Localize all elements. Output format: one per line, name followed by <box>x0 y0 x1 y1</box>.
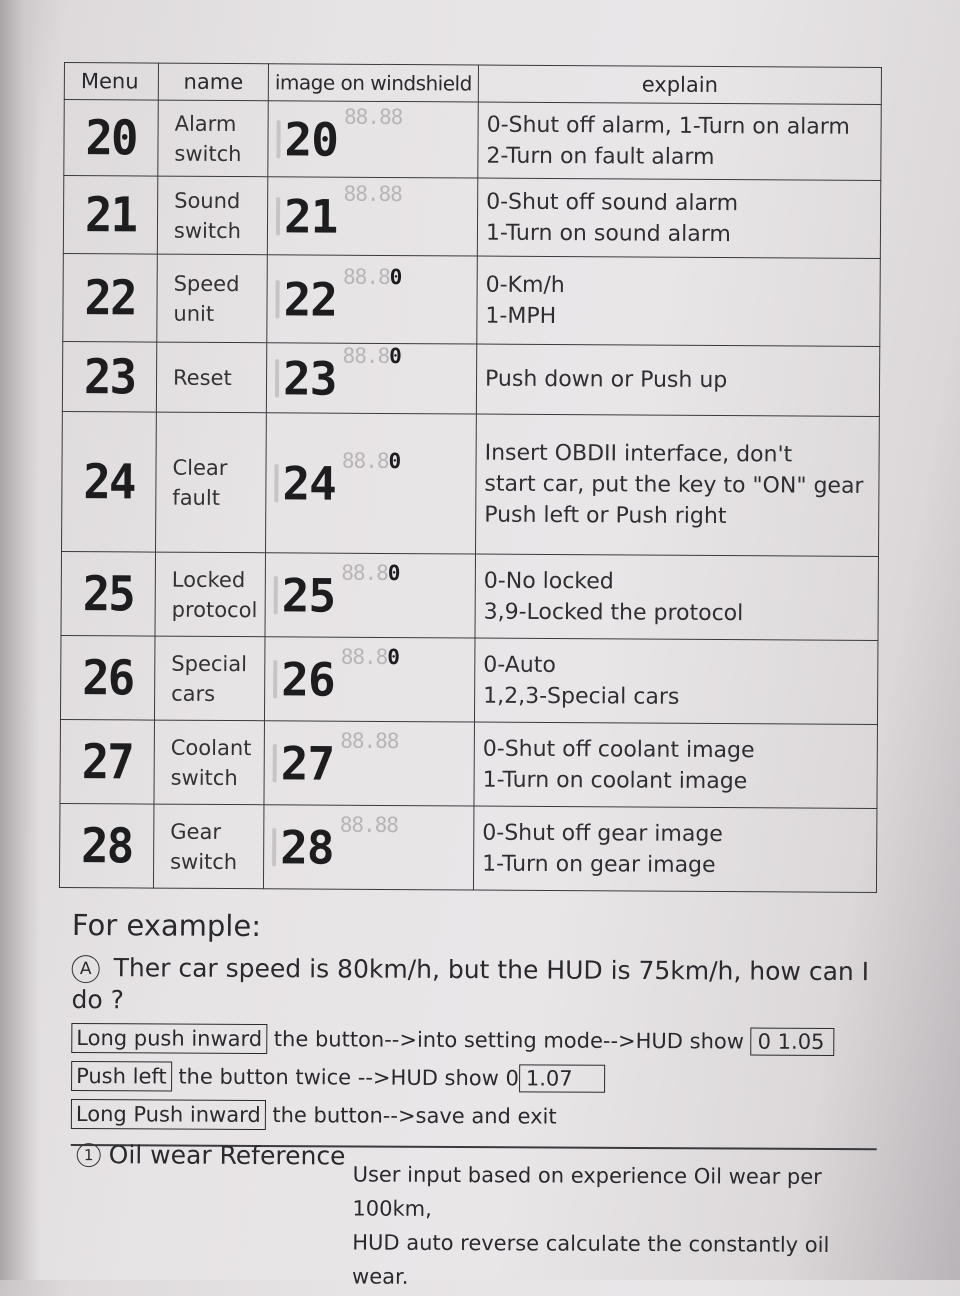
setting-name-line-1: Sound <box>174 185 266 216</box>
setting-name-cell <box>158 100 268 177</box>
table-row <box>60 635 877 724</box>
windshield-value-digit: 0 <box>388 560 400 584</box>
step-2-text: the button twice -->HUD show 0 <box>178 1065 519 1091</box>
setting-name-line-2: switch <box>171 762 263 793</box>
example-section <box>70 908 892 1240</box>
menu-code-cell <box>63 253 158 342</box>
explain-cell <box>477 256 881 346</box>
header-explain: explain <box>478 65 881 104</box>
windshield-value <box>344 104 402 128</box>
explain-cell <box>478 102 881 180</box>
header-menu: Menu <box>64 63 158 101</box>
oil-desc-line-2: HUD auto reverse calculate the constantly oil wear. <box>352 1225 892 1296</box>
setting-name-cell <box>154 636 265 721</box>
step-3-text: the button-->save and exit <box>272 1103 556 1128</box>
example-title: For example: <box>72 908 892 946</box>
table-row <box>60 719 877 808</box>
oil-wear-description <box>352 1157 893 1296</box>
setting-name-line-1: Clear <box>172 452 264 483</box>
windshield-image-cell <box>267 177 477 256</box>
explain-line-2: 1-MPH <box>485 300 878 333</box>
explain-line-2: 2-Turn on fault alarm <box>486 140 879 173</box>
windshield-value <box>343 343 401 367</box>
menu-code-cell <box>60 635 155 720</box>
menu-code: 23 <box>66 353 153 402</box>
step-3-action: Long Push inward <box>71 1099 266 1130</box>
setting-name-line-1: Locked <box>172 564 264 595</box>
table-body <box>59 100 881 893</box>
setting-name-cell <box>157 254 268 343</box>
windshield-value <box>340 728 398 752</box>
table-row <box>61 551 878 640</box>
table-row <box>62 411 880 556</box>
book-spine-shadow <box>0 0 40 1280</box>
setting-name-cell <box>154 720 265 805</box>
explain-line-2: 1-Turn on sound alarm <box>486 217 879 250</box>
menu-code: 21 <box>67 191 154 240</box>
windshield-value-faint: 88.88 <box>344 104 402 128</box>
explain-line-1: 0-Shut off gear image <box>482 817 875 850</box>
step-1-text: the button-->into setting mode-->HUD show <box>274 1027 744 1053</box>
step-2-action: Push left <box>71 1061 172 1092</box>
windshield-code: 20 <box>284 112 338 166</box>
explain-line-1: 0-Shut off sound alarm <box>486 186 879 219</box>
table-row <box>62 341 879 416</box>
windshield-image-cell <box>267 255 478 344</box>
segment-bar-icon <box>276 197 280 235</box>
oil-wear-section <box>70 1145 890 1239</box>
windshield-value <box>340 812 398 836</box>
windshield-value-faint: 88.8 <box>342 448 389 472</box>
oil-desc-line-1: User input based on experience Oil wear per 100km, <box>352 1157 892 1228</box>
explain-line-1: 0-Shut off coolant image <box>483 733 876 766</box>
windshield-image-cell <box>265 553 476 638</box>
explain-line-2: 1,2,3-Special cars <box>483 680 876 713</box>
setting-name-line-2: unit <box>173 298 265 329</box>
windshield-value <box>341 644 399 668</box>
windshield-value-faint: 88.8 <box>341 560 388 584</box>
explain-cell <box>473 806 877 892</box>
header-image: image on windshield <box>268 64 478 102</box>
explain-line-3: Push left or Push right <box>484 500 877 533</box>
menu-code-cell <box>61 551 156 636</box>
segment-bar-icon <box>274 464 278 502</box>
table-row <box>59 803 876 892</box>
windshield-value-digit: 0 <box>387 644 399 668</box>
explain-cell <box>474 722 878 808</box>
menu-code: 25 <box>65 570 152 619</box>
setting-name-cell <box>156 412 267 553</box>
explain-line-1: Push down or Push up <box>485 364 878 397</box>
setting-name-line-1: Gear <box>170 816 262 847</box>
segment-bar-icon <box>274 576 278 614</box>
windshield-code: 21 <box>284 189 338 243</box>
menu-code-cell <box>64 100 158 177</box>
windshield-image-cell <box>266 413 477 554</box>
windshield-value <box>342 448 400 472</box>
windshield-value <box>343 264 401 288</box>
step-3 <box>71 1098 891 1134</box>
windshield-code: 22 <box>283 272 337 326</box>
menu-code-cell <box>60 719 155 804</box>
windshield-code: 26 <box>281 652 335 706</box>
windshield-value <box>344 181 402 205</box>
setting-name-line-2: switch <box>174 138 266 169</box>
setting-name-line-1: Alarm <box>175 108 267 139</box>
step-2 <box>71 1060 891 1096</box>
windshield-code: 23 <box>283 351 337 405</box>
explain-line-2: 1-Turn on coolant image <box>483 764 876 797</box>
settings-table <box>59 62 882 893</box>
explain-line-2: 3,9-Locked the protocol <box>484 596 877 629</box>
windshield-value-digit: 0 <box>388 448 400 472</box>
menu-code: 24 <box>66 458 153 507</box>
setting-name-cell <box>155 552 266 637</box>
windshield-image-cell <box>263 805 474 890</box>
explain-line-1: 0-Auto <box>483 649 876 682</box>
question-text: Ther car speed is 80km/h, but the HUD is 75km/h, how can I do ? <box>71 953 869 1014</box>
menu-code: 26 <box>64 654 151 703</box>
table-row <box>64 100 881 181</box>
explain-cell <box>474 638 878 724</box>
explain-cell <box>477 178 880 258</box>
oil-wear-title-text: Oil wear Reference <box>109 1140 346 1170</box>
windshield-value-digit: 0 <box>389 343 401 367</box>
settings-table-region <box>59 62 884 893</box>
setting-name-line-2: protocol <box>172 594 264 625</box>
circled-1-badge: 1 <box>77 1143 101 1167</box>
menu-code: 20 <box>68 114 155 163</box>
setting-name-line-2: fault <box>172 482 264 513</box>
windshield-value <box>341 560 399 584</box>
step-1-action: Long push inward <box>71 1023 267 1054</box>
menu-code: 22 <box>67 274 154 323</box>
segment-bar-icon <box>273 660 277 698</box>
table-header-row <box>64 63 881 105</box>
circled-a-badge: A <box>72 955 100 983</box>
windshield-value-faint: 88.88 <box>340 728 398 752</box>
windshield-code: 27 <box>281 736 335 790</box>
explain-line-1: Insert OBDII interface, don't <box>485 438 878 471</box>
segment-bar-icon <box>275 359 279 397</box>
table-row <box>63 176 880 259</box>
windshield-code: 28 <box>280 820 334 874</box>
windshield-image-cell <box>264 637 475 722</box>
segment-bar-icon <box>276 120 280 158</box>
explain-line-2: start car, put the key to "ON" gear <box>484 469 877 502</box>
setting-name-cell <box>156 342 266 413</box>
windshield-value-faint: 88.8 <box>343 343 390 367</box>
oil-wear-title <box>77 1140 346 1170</box>
explain-cell <box>475 554 879 640</box>
windshield-value-digit: 0 <box>390 264 402 288</box>
segment-bar-icon <box>275 280 279 318</box>
windshield-image-cell <box>264 721 475 806</box>
windshield-value-faint: 88.88 <box>340 812 398 836</box>
menu-code-cell <box>59 803 154 888</box>
setting-name-line-1: Reset <box>173 362 265 393</box>
menu-code-cell <box>62 411 157 552</box>
segment-bar-icon <box>272 828 276 866</box>
setting-name-line-2: switch <box>170 846 262 877</box>
setting-name-cell <box>153 804 264 889</box>
explain-line-1: 0-Shut off alarm, 1-Turn on alarm <box>487 109 880 142</box>
step-2-hud-value: 1.07 <box>519 1064 605 1092</box>
header-name: name <box>158 63 268 101</box>
windshield-code: 24 <box>282 456 336 510</box>
example-question <box>71 952 891 1020</box>
menu-code: 27 <box>64 738 151 787</box>
explain-cell <box>476 344 879 416</box>
explain-cell <box>476 414 880 556</box>
menu-code-cell <box>62 341 156 412</box>
step-1-hud-value: 0 1.05 <box>751 1028 835 1056</box>
explain-line-1: 0-Km/h <box>486 269 879 302</box>
setting-name-line-2: switch <box>174 215 266 246</box>
windshield-code: 25 <box>282 568 336 622</box>
segment-bar-icon <box>273 744 277 782</box>
windshield-value-faint: 88.8 <box>341 644 388 668</box>
setting-name-line-1: Special <box>171 648 263 679</box>
menu-code-cell <box>63 176 157 255</box>
windshield-image-cell <box>266 343 476 414</box>
explain-line-2: 1-Turn on gear image <box>482 848 875 881</box>
windshield-value-faint: 88.88 <box>344 181 402 205</box>
menu-code: 28 <box>63 822 150 871</box>
table-row <box>63 253 881 346</box>
explain-line-1: 0-No locked <box>484 565 877 598</box>
windshield-value-faint: 88.8 <box>343 264 390 288</box>
windshield-image-cell <box>268 101 478 178</box>
setting-name-line-1: Coolant <box>171 732 263 763</box>
step-1 <box>71 1022 891 1058</box>
setting-name-cell <box>157 176 267 255</box>
setting-name-line-1: Speed <box>174 268 266 299</box>
setting-name-line-2: cars <box>171 678 263 709</box>
